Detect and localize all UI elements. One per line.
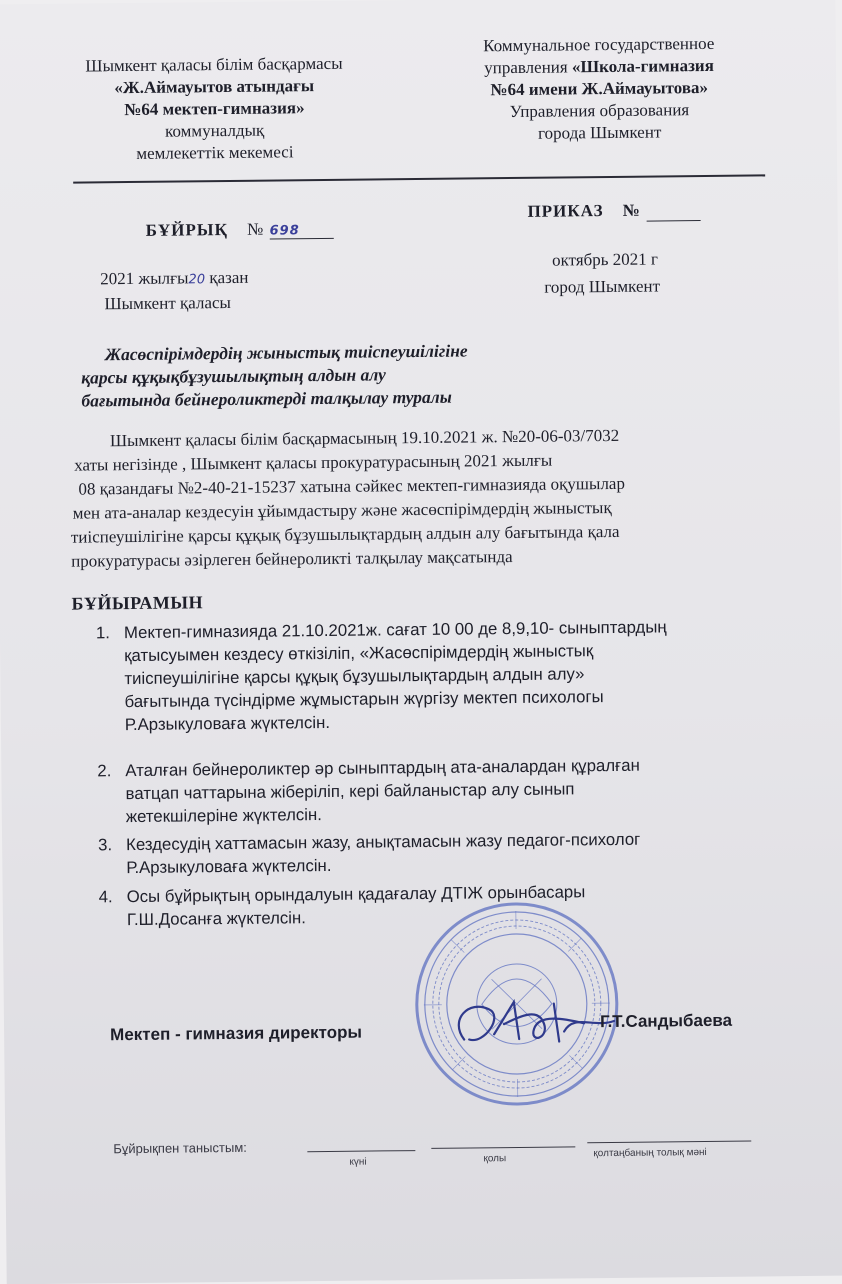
item-4-line1: Осы бұйрықтың орындалуын қадағалау ДТІЖ орынбасары xyxy=(126,882,586,907)
body-line4: мен ата-аналар кездесуін ұйымдастыру және жасөспірімдердің жыныстық xyxy=(72,497,612,523)
signature-name: Г.Т.Сандыбаева xyxy=(599,1010,733,1032)
ack-date-caption: күні xyxy=(349,1156,367,1168)
item-4-line2: Г.Ш.Досанға жүктелсін. xyxy=(126,908,307,930)
item-1-number: 1. xyxy=(95,623,111,643)
item-1-line1: Мектеп-гимназияда 21.10.2021ж. сағат 10 00 де 8,9,10- сыныптардың xyxy=(123,617,667,643)
item-2-line1: Аталған бейнероликтер әр сыныптардың ата-аналардан құралған xyxy=(125,755,640,781)
body-line1: Шымкент қаласы білім басқармасының 19.10.2021 ж. №20-06-03/7032 xyxy=(109,425,620,451)
order-title-kz xyxy=(146,219,334,241)
order-kz-no-label: № xyxy=(246,219,265,239)
header-kz-line5: мемлекеттік мекемесі xyxy=(136,142,294,163)
item-3-line2: Р.Арзыкуловаға жүктелсін. xyxy=(126,855,332,878)
body-line3: 08 қазандағы №2-40-21-15237 хатына сәйкес мектеп-гимназияда оқушылар xyxy=(78,473,626,499)
subject-line2: қарсы құқықбұзушылықтың алдын алу xyxy=(81,364,386,388)
subject-line3: бағытында бейнероликтерді талқылау туралы xyxy=(81,386,452,411)
order-kz-day: 20 xyxy=(188,272,206,288)
order-kz-date-a: 2021 жылғы xyxy=(100,268,189,289)
subject-line1: Жасөспірімдердің жыныстық тиіспеушілігіне xyxy=(104,340,468,365)
header-ru-line2b: «Школа-гимназия xyxy=(571,55,714,77)
order-item-1 xyxy=(96,615,668,736)
ack-date-line xyxy=(307,1150,415,1152)
order-subject xyxy=(81,339,468,412)
order-ru-number-blank xyxy=(646,200,700,222)
item-2-number: 2. xyxy=(97,761,112,781)
header-ru-line3: №64 имени Ж.Аймауытова» xyxy=(490,77,709,100)
header-kz-line2: «Ж.Аймауытов атындағы xyxy=(114,76,315,98)
signature-position: Мектеп - гимназия директоры xyxy=(110,1022,363,1045)
item-3-number: 3. xyxy=(98,835,113,855)
body-line5: тиіспеушілігіне қарсы құқық бұзушылықтардың алдын алу бағытында қала xyxy=(70,521,620,547)
header-kz-line4: коммуналдық xyxy=(164,120,265,141)
director-signature xyxy=(444,983,625,1060)
header-kz-line3: №64 мектеп-гимназия» xyxy=(124,98,305,120)
body-line6: прокуратурасы әзірлеген бейнероликті талқылау мақсатында xyxy=(71,547,513,571)
item-2-line2: ватцап чаттарына жіберіліп, кері байланыстар алу сынып xyxy=(125,779,575,804)
item-1-line2: қатысуымен кездесу өткізіліп, «Жасөспірімдердің жыныстық xyxy=(124,641,594,666)
header-kz xyxy=(49,52,380,165)
item-4-number: 4. xyxy=(98,887,113,907)
header-ru-line4: Управления образования xyxy=(509,100,690,122)
header-kz-line1: Шымкент қаласы білім басқармасы xyxy=(85,53,343,76)
ack-sign-line xyxy=(431,1146,575,1149)
ack-label: Бұйрықпен таныстым: xyxy=(113,1139,247,1157)
item-1-line5: Р.Арзыкуловаға жүктелсін. xyxy=(124,712,331,735)
ack-name-line xyxy=(587,1141,751,1144)
order-item-3 xyxy=(98,828,641,880)
header-ru xyxy=(434,32,765,145)
order-date-ru: октябрь 2021 г xyxy=(551,249,659,270)
order-city-ru: город Шымкент xyxy=(544,276,661,297)
order-title-ru xyxy=(527,200,700,223)
order-kz-date-b: қазан xyxy=(204,267,249,288)
order-kz-number: 698 xyxy=(270,223,334,240)
header-ru-line1: Коммунальное государственное xyxy=(483,33,715,56)
order-command: БҰЙЫРАМЫН xyxy=(71,592,204,614)
header-ru-line2a: управления xyxy=(484,57,573,78)
item-2-line3: жетекшілеріне жүктелсін. xyxy=(125,805,322,827)
order-kz-title: БҰЙРЫҚ xyxy=(145,219,228,240)
order-item-2 xyxy=(97,754,640,829)
header-ru-line5: города Шымкент xyxy=(537,122,662,143)
body-line2: хаты негізінде , Шымкент қаласы прокуратурасының 2021 жылғы xyxy=(74,450,553,475)
order-date-kz xyxy=(100,268,248,290)
item-1-line4: бағытында түсіндірме жұмыстарын жүргізу мектеп психологы xyxy=(124,687,604,712)
ack-sign-caption: қолы xyxy=(483,1153,507,1165)
item-3-line1: Кездесудің хаттамасын жазу, анықтамасын жазу педагог-психолог xyxy=(126,829,641,855)
ack-name-caption: қолтаңбаның толық мәні xyxy=(593,1147,707,1160)
order-ru-no-label: № xyxy=(622,200,641,220)
item-1-line3: тиіспеушілігіне қарсы құқық бұзушылықтардың алдын алу» xyxy=(124,664,585,689)
header-divider xyxy=(73,174,765,183)
order-city-kz: Шымкент қаласы xyxy=(104,292,231,314)
order-ru-title: ПРИКАЗ xyxy=(527,201,604,221)
